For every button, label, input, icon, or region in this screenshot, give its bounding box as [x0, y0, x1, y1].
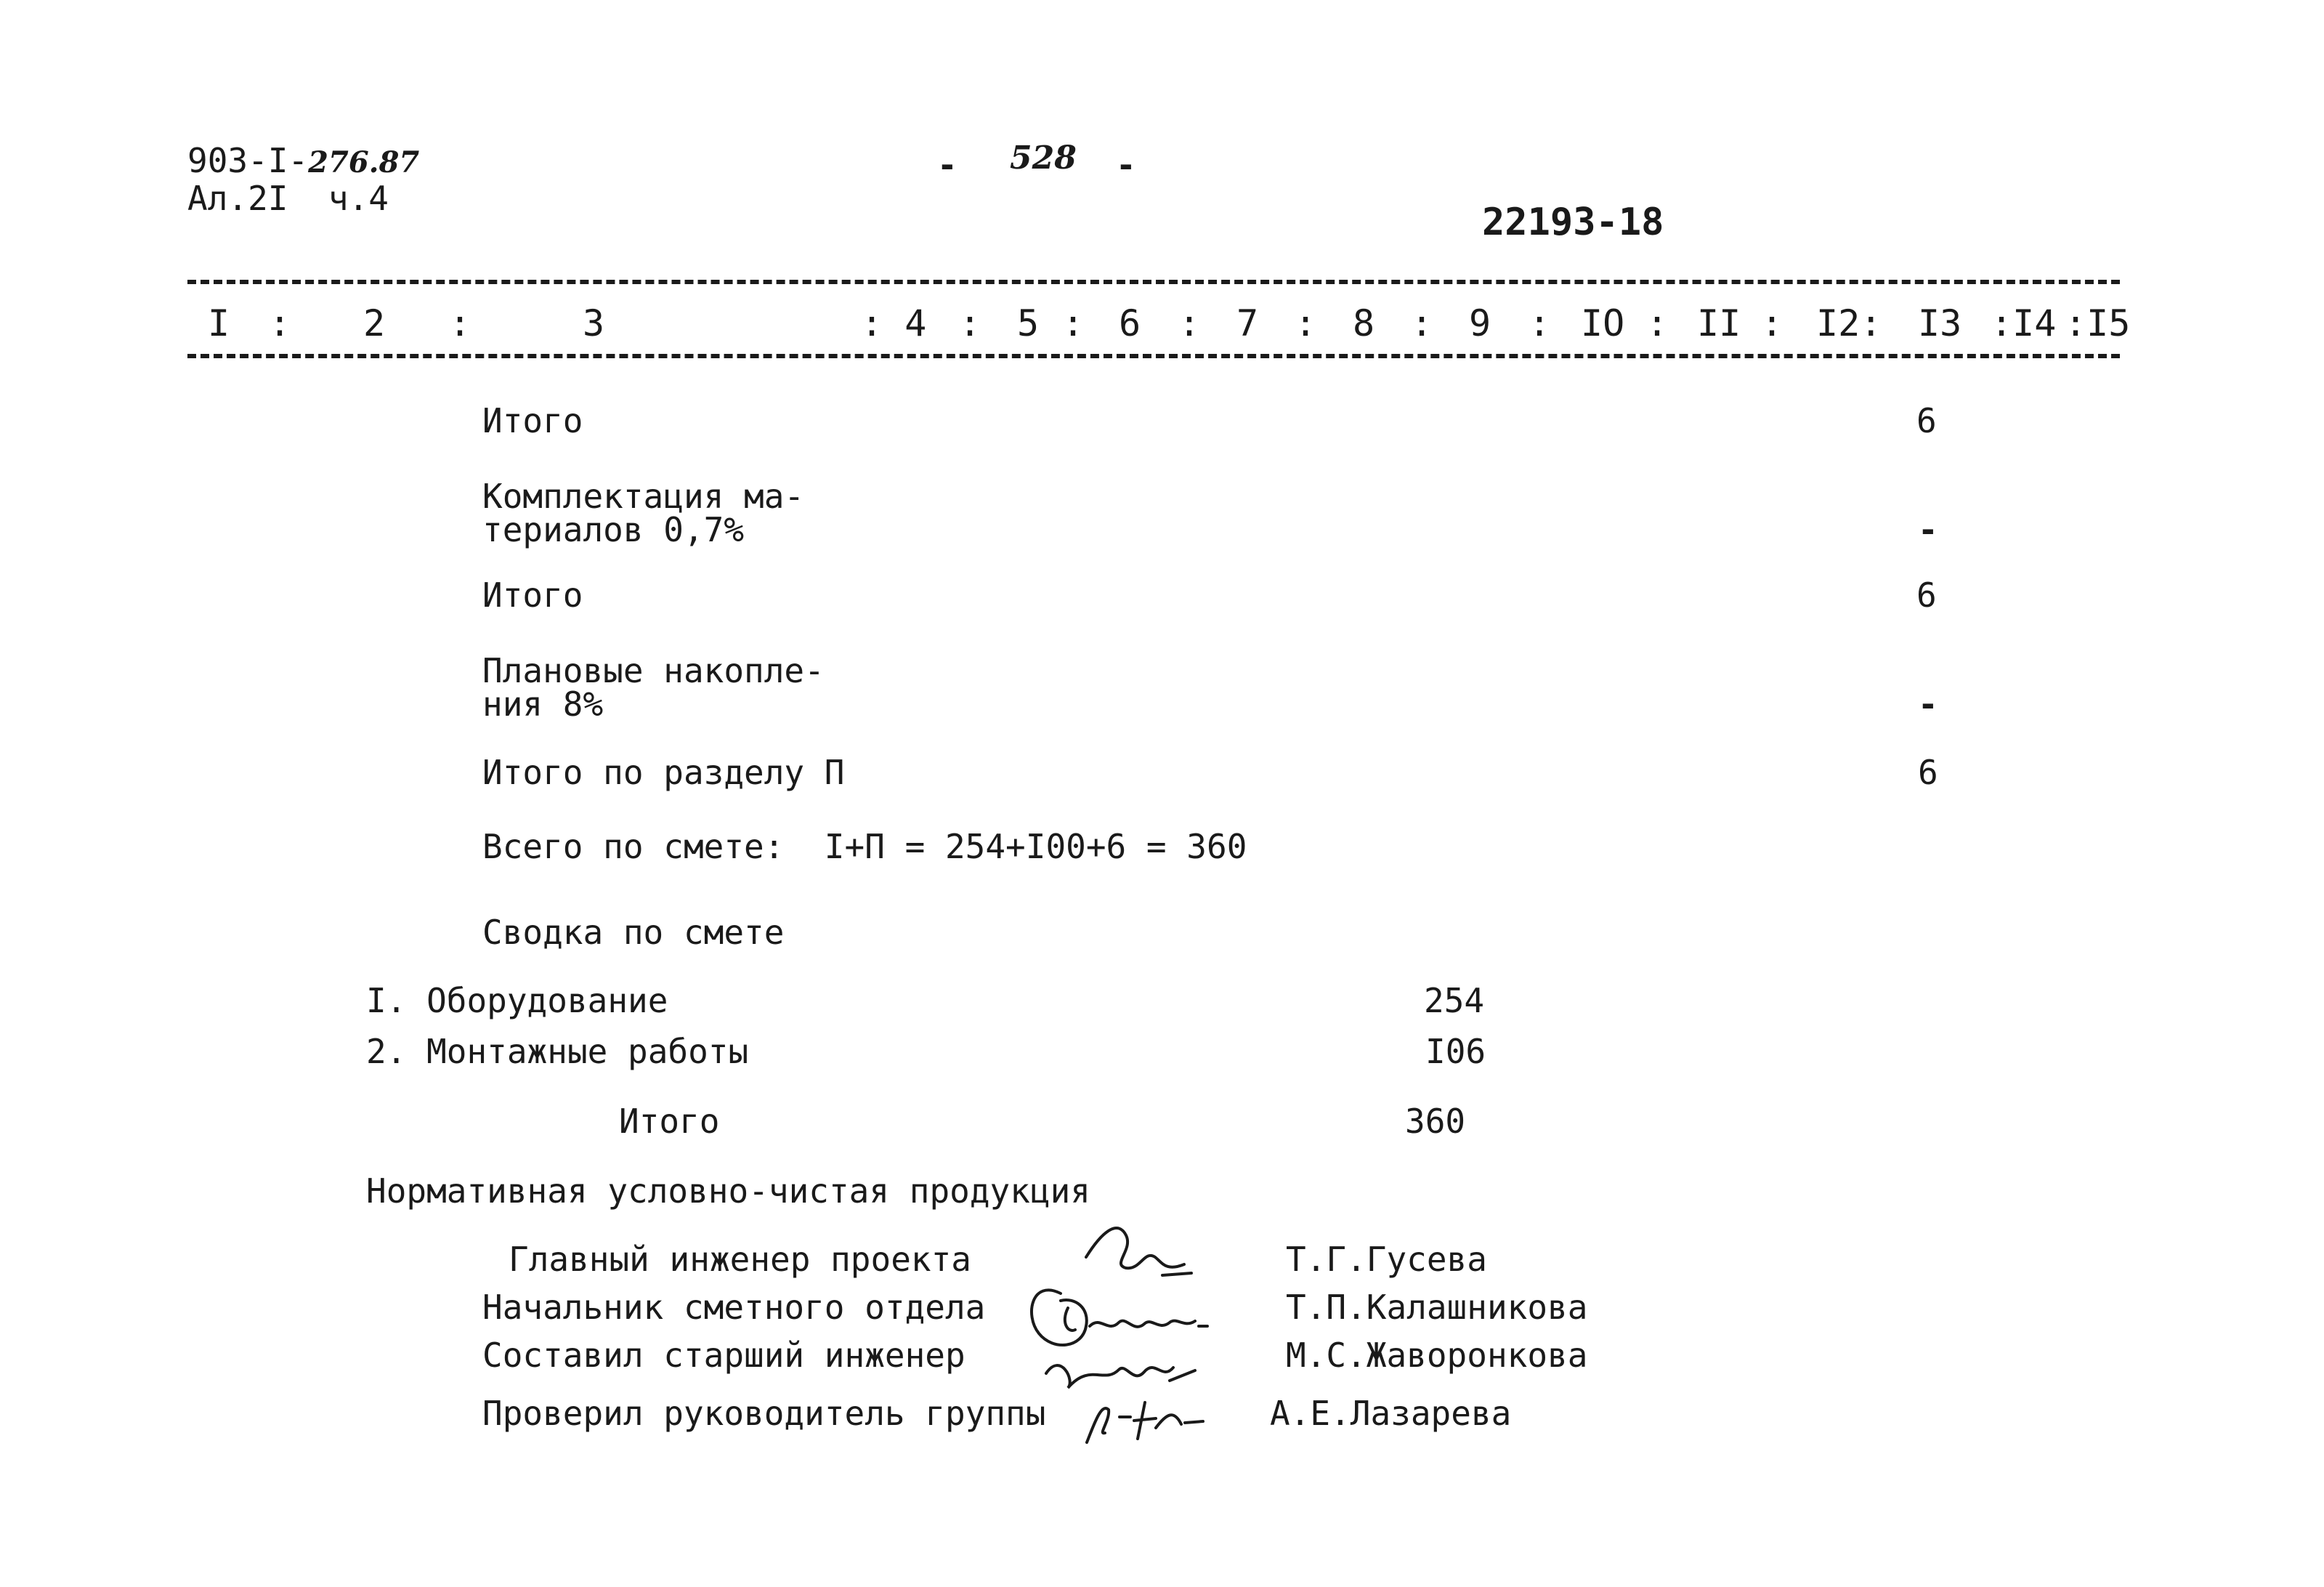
row-section-total-value: 6: [1918, 753, 1938, 792]
page-dash-left: -: [937, 145, 957, 185]
column-number: 7: [1236, 302, 1259, 344]
page-dash-right: -: [1116, 145, 1136, 185]
column-separator: :: [1646, 302, 1669, 344]
normative-production: Нормативная условно-чистая продукция: [366, 1171, 1090, 1211]
column-separator: :: [269, 302, 291, 344]
column-separator: :: [1295, 302, 1317, 344]
header-rule-top: [187, 280, 2120, 284]
document-code-printed: 903-I-: [187, 141, 309, 180]
column-separator: :: [1761, 302, 1784, 344]
column-number: :I5: [2065, 302, 2131, 344]
row-kompl-line-1: Комплектация ма-: [482, 477, 805, 516]
row-itogo-2-value: 6: [1916, 576, 1937, 615]
column-number: :I4: [1991, 302, 2057, 344]
row-itogo-1-label: Итого: [482, 401, 583, 440]
column-number: I: [208, 302, 230, 344]
column-number: 9: [1469, 302, 1491, 344]
page-number: 528: [1010, 140, 1077, 177]
column-separator: :: [959, 302, 981, 344]
signature-scribble-3: [1090, 1321, 1207, 1327]
summary-total-value: 360: [1405, 1102, 1466, 1141]
signature-name-department-head: Т.П.Калашникова: [1286, 1288, 1588, 1327]
column-separator: :: [1529, 302, 1551, 344]
column-number: 3: [583, 302, 605, 344]
column-number: IO: [1581, 302, 1625, 344]
column-number: I3: [1918, 302, 1962, 344]
row-itogo-2-label: Итого: [482, 576, 583, 615]
row-plan-line-1: Плановые накопле-: [482, 651, 825, 690]
signature-role-checker: Проверил руководитель группы: [482, 1394, 1046, 1433]
signature-scribble-1: [1086, 1228, 1191, 1275]
summary-title: Сводка по смете: [482, 913, 785, 952]
signature-role-department-head: Начальник сметного отдела: [482, 1288, 986, 1327]
summary-total-label: Итого: [619, 1102, 720, 1141]
signature-name-compiler: М.С.Жаворонкова: [1286, 1336, 1588, 1375]
summary-item-1-label: I. Оборудование: [366, 981, 668, 1020]
summary-item-2-label: 2. Монтажные работы: [366, 1032, 749, 1071]
signature-scribble-2: [1032, 1290, 1087, 1345]
estimate-grand-total: Всего по смете: I+П = 254+I00+6 = 360: [482, 827, 1247, 866]
signature-name-chief-engineer: Т.Г.Гусева: [1286, 1240, 1487, 1279]
summary-item-1-value: 254: [1424, 981, 1485, 1020]
row-section-total-label: Итого по разделу П: [482, 753, 845, 792]
signature-scribble-5: [1087, 1402, 1203, 1442]
signature-role-chief-engineer: Главный инженер проекта: [509, 1240, 971, 1279]
column-number: 6: [1119, 302, 1141, 344]
column-number: 5: [1017, 302, 1040, 344]
column-separator: :: [449, 302, 471, 344]
column-number: 2: [363, 302, 386, 344]
signature-name-checker: А.Е.Лазарева: [1270, 1394, 1512, 1433]
handwritten-signature-checker: [1065, 1388, 1225, 1453]
signature-role-compiler: Составил старший инженер: [482, 1336, 965, 1375]
column-number: I2:: [1816, 302, 1882, 344]
album-part: Ал.2I ч.4: [187, 179, 389, 218]
document-code: [187, 141, 420, 180]
column-number: : 4: [861, 302, 927, 344]
summary-item-2-value: I06: [1425, 1032, 1486, 1071]
document-code-handwritten: 276.87: [308, 145, 420, 179]
row-kompl-value: -: [1918, 510, 1938, 549]
row-kompl-line-2: териалов 0,7%: [482, 510, 745, 549]
row-itogo-1-value: 6: [1916, 401, 1937, 440]
column-separator: :: [1178, 302, 1201, 344]
column-separator: :: [1062, 302, 1085, 344]
column-separator: :: [1411, 302, 1433, 344]
column-number: II: [1697, 302, 1741, 344]
row-plan-line-2: ния 8%: [482, 685, 604, 724]
header-rule-bottom: [187, 354, 2120, 358]
registration-stamp: 22193-18: [1482, 201, 1664, 244]
row-plan-value: -: [1918, 685, 1938, 724]
signature-scribble-4: [1046, 1365, 1195, 1388]
column-number: 8: [1353, 302, 1375, 344]
